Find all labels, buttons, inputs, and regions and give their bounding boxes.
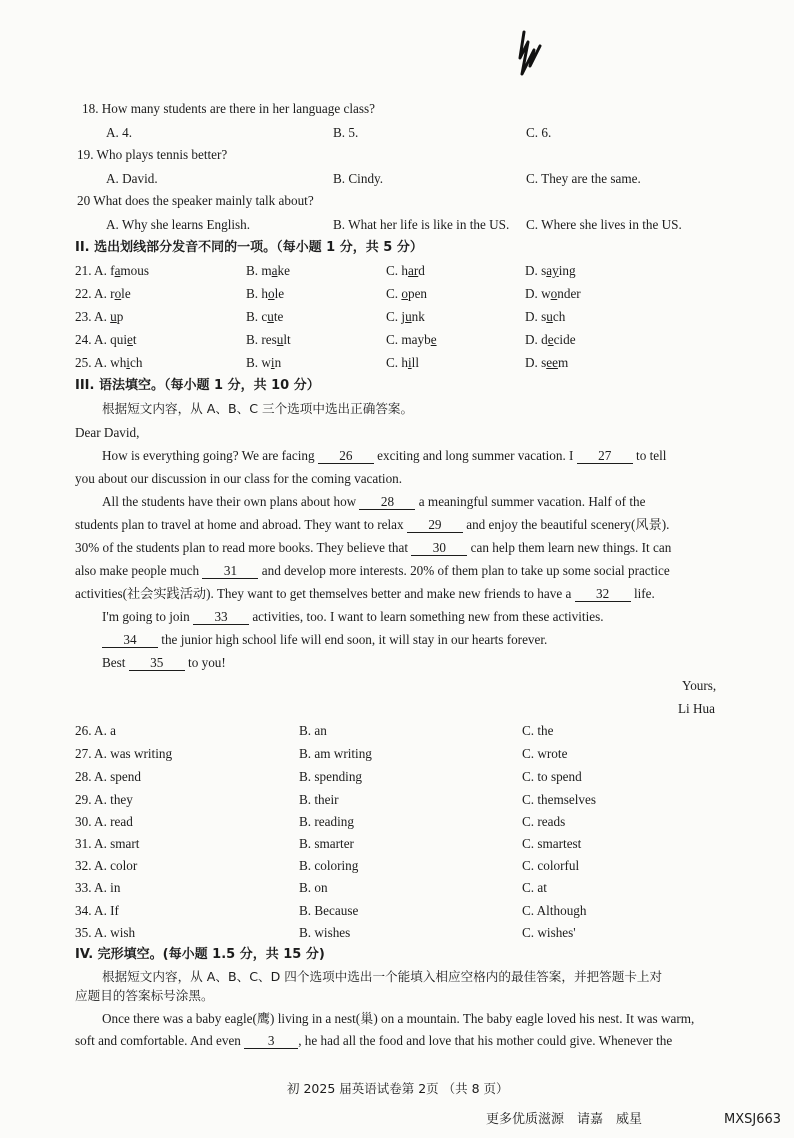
blank-34[interactable]: 34 [102,632,158,648]
pron-option-b: B. hole [246,286,285,301]
blank-27[interactable]: 27 [577,448,633,464]
letter-line: activities(社会实践活动). They want to get themselves better and make new friends to have a 32 life. [75,586,655,601]
letter-line: 34 the junior high school life will end soon, it will stay in our hearts forever. [102,631,547,648]
section-4-instruction-cont: 应题目的答案标号涂黑。 [75,988,214,1003]
blank-26[interactable]: 26 [318,448,374,464]
letter-closing: Yours, [682,678,717,693]
pron-option-b: B. cute [246,309,284,324]
blank-31[interactable]: 31 [202,563,258,579]
option-18c: C. 6. [526,125,552,140]
blank-29[interactable]: 29 [407,517,463,533]
letter-line: All the students have their own plans about how 28 a meaningful summer vacation. Half of the [102,494,646,509]
question-text: How many students are there in her language class? [101,101,375,116]
blank-33[interactable]: 33 [193,609,249,625]
option-19c: C. They are the same. [526,171,641,186]
question-number: 20 [77,193,91,208]
pron-option-d: D. wonder [525,286,581,301]
pron-option-c: C. hill [386,355,419,370]
document-code: MXSJ663 [724,1112,782,1127]
letter-greeting: Dear David, [75,425,140,440]
pron-option-d: D. decide [525,332,576,347]
pron-option-b: B. make [246,263,290,278]
option-19b: B. Cindy. [333,171,384,186]
letter-line: students plan to travel at home and abroad. They want to relax 29 and enjoy the beautiful scenery(风景). [75,517,670,532]
pron-option-b: B. result [246,332,291,347]
option-20b: B. What her life is like in the US. [333,217,510,232]
section-2-title: II. 选出划线部分发音不同的一项。（每小题 1 分，共 5 分） [75,240,423,255]
option-18a: A. 4. [106,125,133,140]
question-text: What does the speaker mainly talk about? [93,193,314,208]
cloze-line: soft and comfortable. And even 3 , he had all the food and love that his mother could give. Whenever the [75,1033,673,1048]
pron-option-a: 22. A. role [75,286,131,301]
letter-signature: Li Hua [678,701,715,716]
pron-option-a: 25. A. which [75,355,143,370]
letter-line: you about our discussion in our class for the coming vacation. [75,471,403,486]
pron-option-a: 24. A. quiet [75,332,137,347]
letter-line: Best 35 to you! [102,655,226,670]
pron-option-a: 21. A. famous [75,263,149,278]
page-footer: 初 2025 届英语试卷第 2页 （共 8 页） [287,1081,509,1096]
cloze-line: Once there was a baby eagle(鹰) living in a nest(巢) on a mountain. The baby eagle loved his nest. It was warm, [102,1011,695,1026]
question-number: 18. [82,101,99,116]
section-3-title: III. 语法填空。（每小题 1 分，共 10 分） [75,378,320,393]
blank-32[interactable]: 32 [575,586,631,602]
section-4-title: IV. 完形填空。(每小题 1.5 分，共 15 分) [75,947,325,962]
question-19 [77,146,227,163]
option-18b: B. 5. [333,125,359,140]
blank-3[interactable]: 3 [244,1033,298,1049]
watermark-text: 更多优质滋源 请嘉 威星 [486,1112,643,1127]
blank-28[interactable]: 28 [359,494,415,510]
option-19a: A. David. [106,171,158,186]
blank-35[interactable]: 35 [129,655,185,671]
letter-line: How is everything going? We are facing 26 exciting and long summer vacation. I 27 to tell [102,448,667,463]
pron-option-a: 23. A. up [75,309,124,324]
pron-option-d: D. seem [525,355,569,370]
pron-option-c: C. junk [386,309,425,324]
blank-30[interactable]: 30 [411,540,467,556]
section-4-instruction: 根据短文内容，从 A、B、C、D 四个选项中选出一个能填入相应空格内的最佳答案，并把答题卡上对 [102,969,663,984]
section-3-instruction: 根据短文内容，从 A、B、C 三个选项中选出正确答案。 [102,401,414,416]
pron-option-b: B. win [246,355,282,370]
question-text: Who plays tennis better? [96,147,228,162]
letter-line: 30% of the students plan to read more books. They believe that 30 can help them learn new things. It can [75,540,672,555]
letter-line: I'm going to join 33 activities, too. I want to learn something new from these activities. [102,609,604,624]
question-20 [77,192,314,209]
question-number: 19. [77,147,94,162]
pron-option-c: C. hard [386,263,425,278]
pron-option-d: D. saying [525,263,576,278]
question-18 [82,100,375,117]
option-20c: C. Where she lives in the US. [526,217,682,232]
pron-option-c: C. open [386,286,428,301]
letter-line: also make people much 31 and develop more interests. 20% of them plan to take up some social practice [75,563,670,578]
option-20a: A. Why she learns English. [106,217,251,232]
pron-option-c: C. maybe [386,332,437,347]
pen-scribble-mark [510,28,550,78]
pron-option-d: D. such [525,309,566,324]
